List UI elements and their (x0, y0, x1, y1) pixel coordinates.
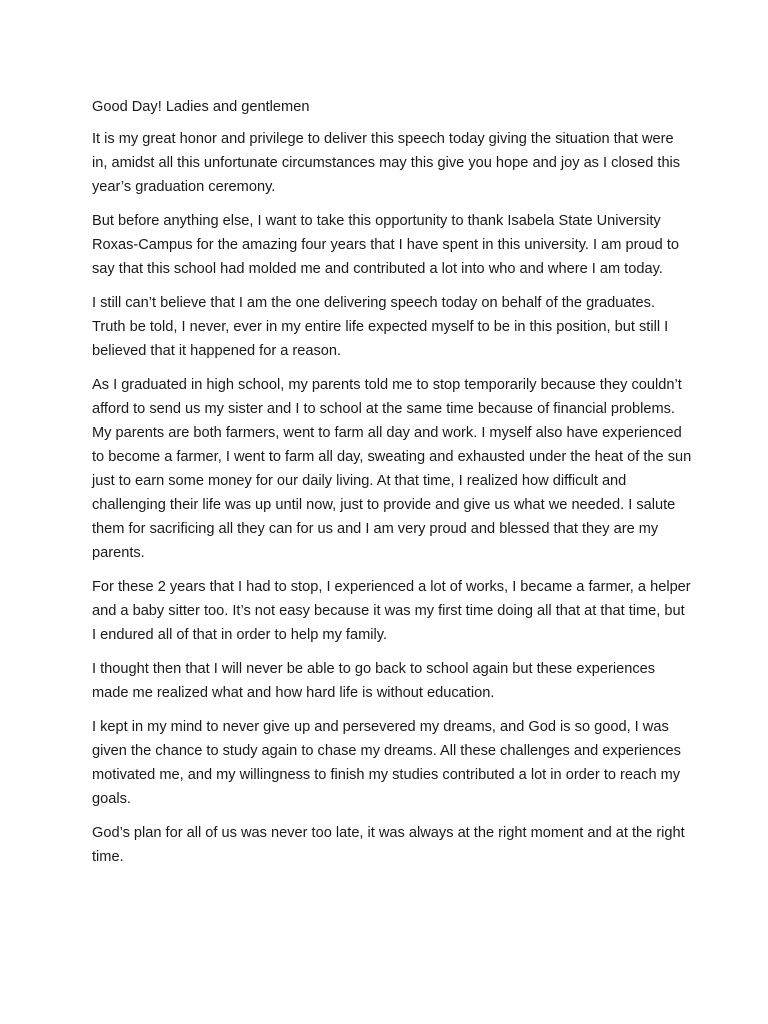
paragraph-disbelief: I still can’t believe that I am the one delivering speech today on behalf of the graduates. Truth be told, I never, ever in my entire life expected myself to be in this position, but still I believed that it happened for a reason. (92, 295, 669, 359)
paragraph-thanks-university: But before anything else, I want to take this opportunity to thank Isabela State University Roxas-Campus for the amazing four years that I have spent in this university. I am proud to say that this school had molded me and contributed a lot into who and where I am today. (92, 213, 679, 277)
speech-body (92, 95, 692, 879)
paragraph-education: I thought then that I will never be able to go back to school again but these experiences made me realized what and how hard life is without education. (92, 661, 656, 701)
paragraph-perseverance: I kept in my mind to never give up and persevered my dreams, and God is so good, I was given the chance to study again to chase my dreams. All these challenges and experiences motivated me, and my willingness to finish my studies contributed a lot in order to reach my goals. (92, 719, 681, 807)
greeting-line: Good Day! Ladies and gentlemen (92, 99, 310, 115)
paragraph-parents: As I graduated in high school, my parents told me to stop temporarily because they couldn’t afford to send us my sister and I to school at the same time because of financial problems. My parents are both farmers, went to farm all day and work. I myself also have experienced to become a farmer, I went to farm all day, sweating and exhausted under the heat of the sun just to earn some money for our daily living. At that time, I realized how difficult and challenging their life was up until now, just to provide and give us what we needed. I salute them for sacrificing all they can for us and I am very proud and blessed that they are my parents. (92, 377, 692, 561)
paragraph-honor: It is my great honor and privilege to deliver this speech today giving the situation that were in, amidst all this unfortunate circumstances may this give you hope and joy as I closed this year’s graduation ceremony. (92, 131, 681, 195)
paragraph-gods-plan: God’s plan for all of us was never too late, it was always at the right moment and at the right time. (92, 825, 685, 865)
paragraph-two-years: For these 2 years that I had to stop, I experienced a lot of works, I became a farmer, a helper and a baby sitter too. It’s not easy because it was my first time doing all that at that time, but I endured all of that in order to help my family. (92, 579, 691, 643)
